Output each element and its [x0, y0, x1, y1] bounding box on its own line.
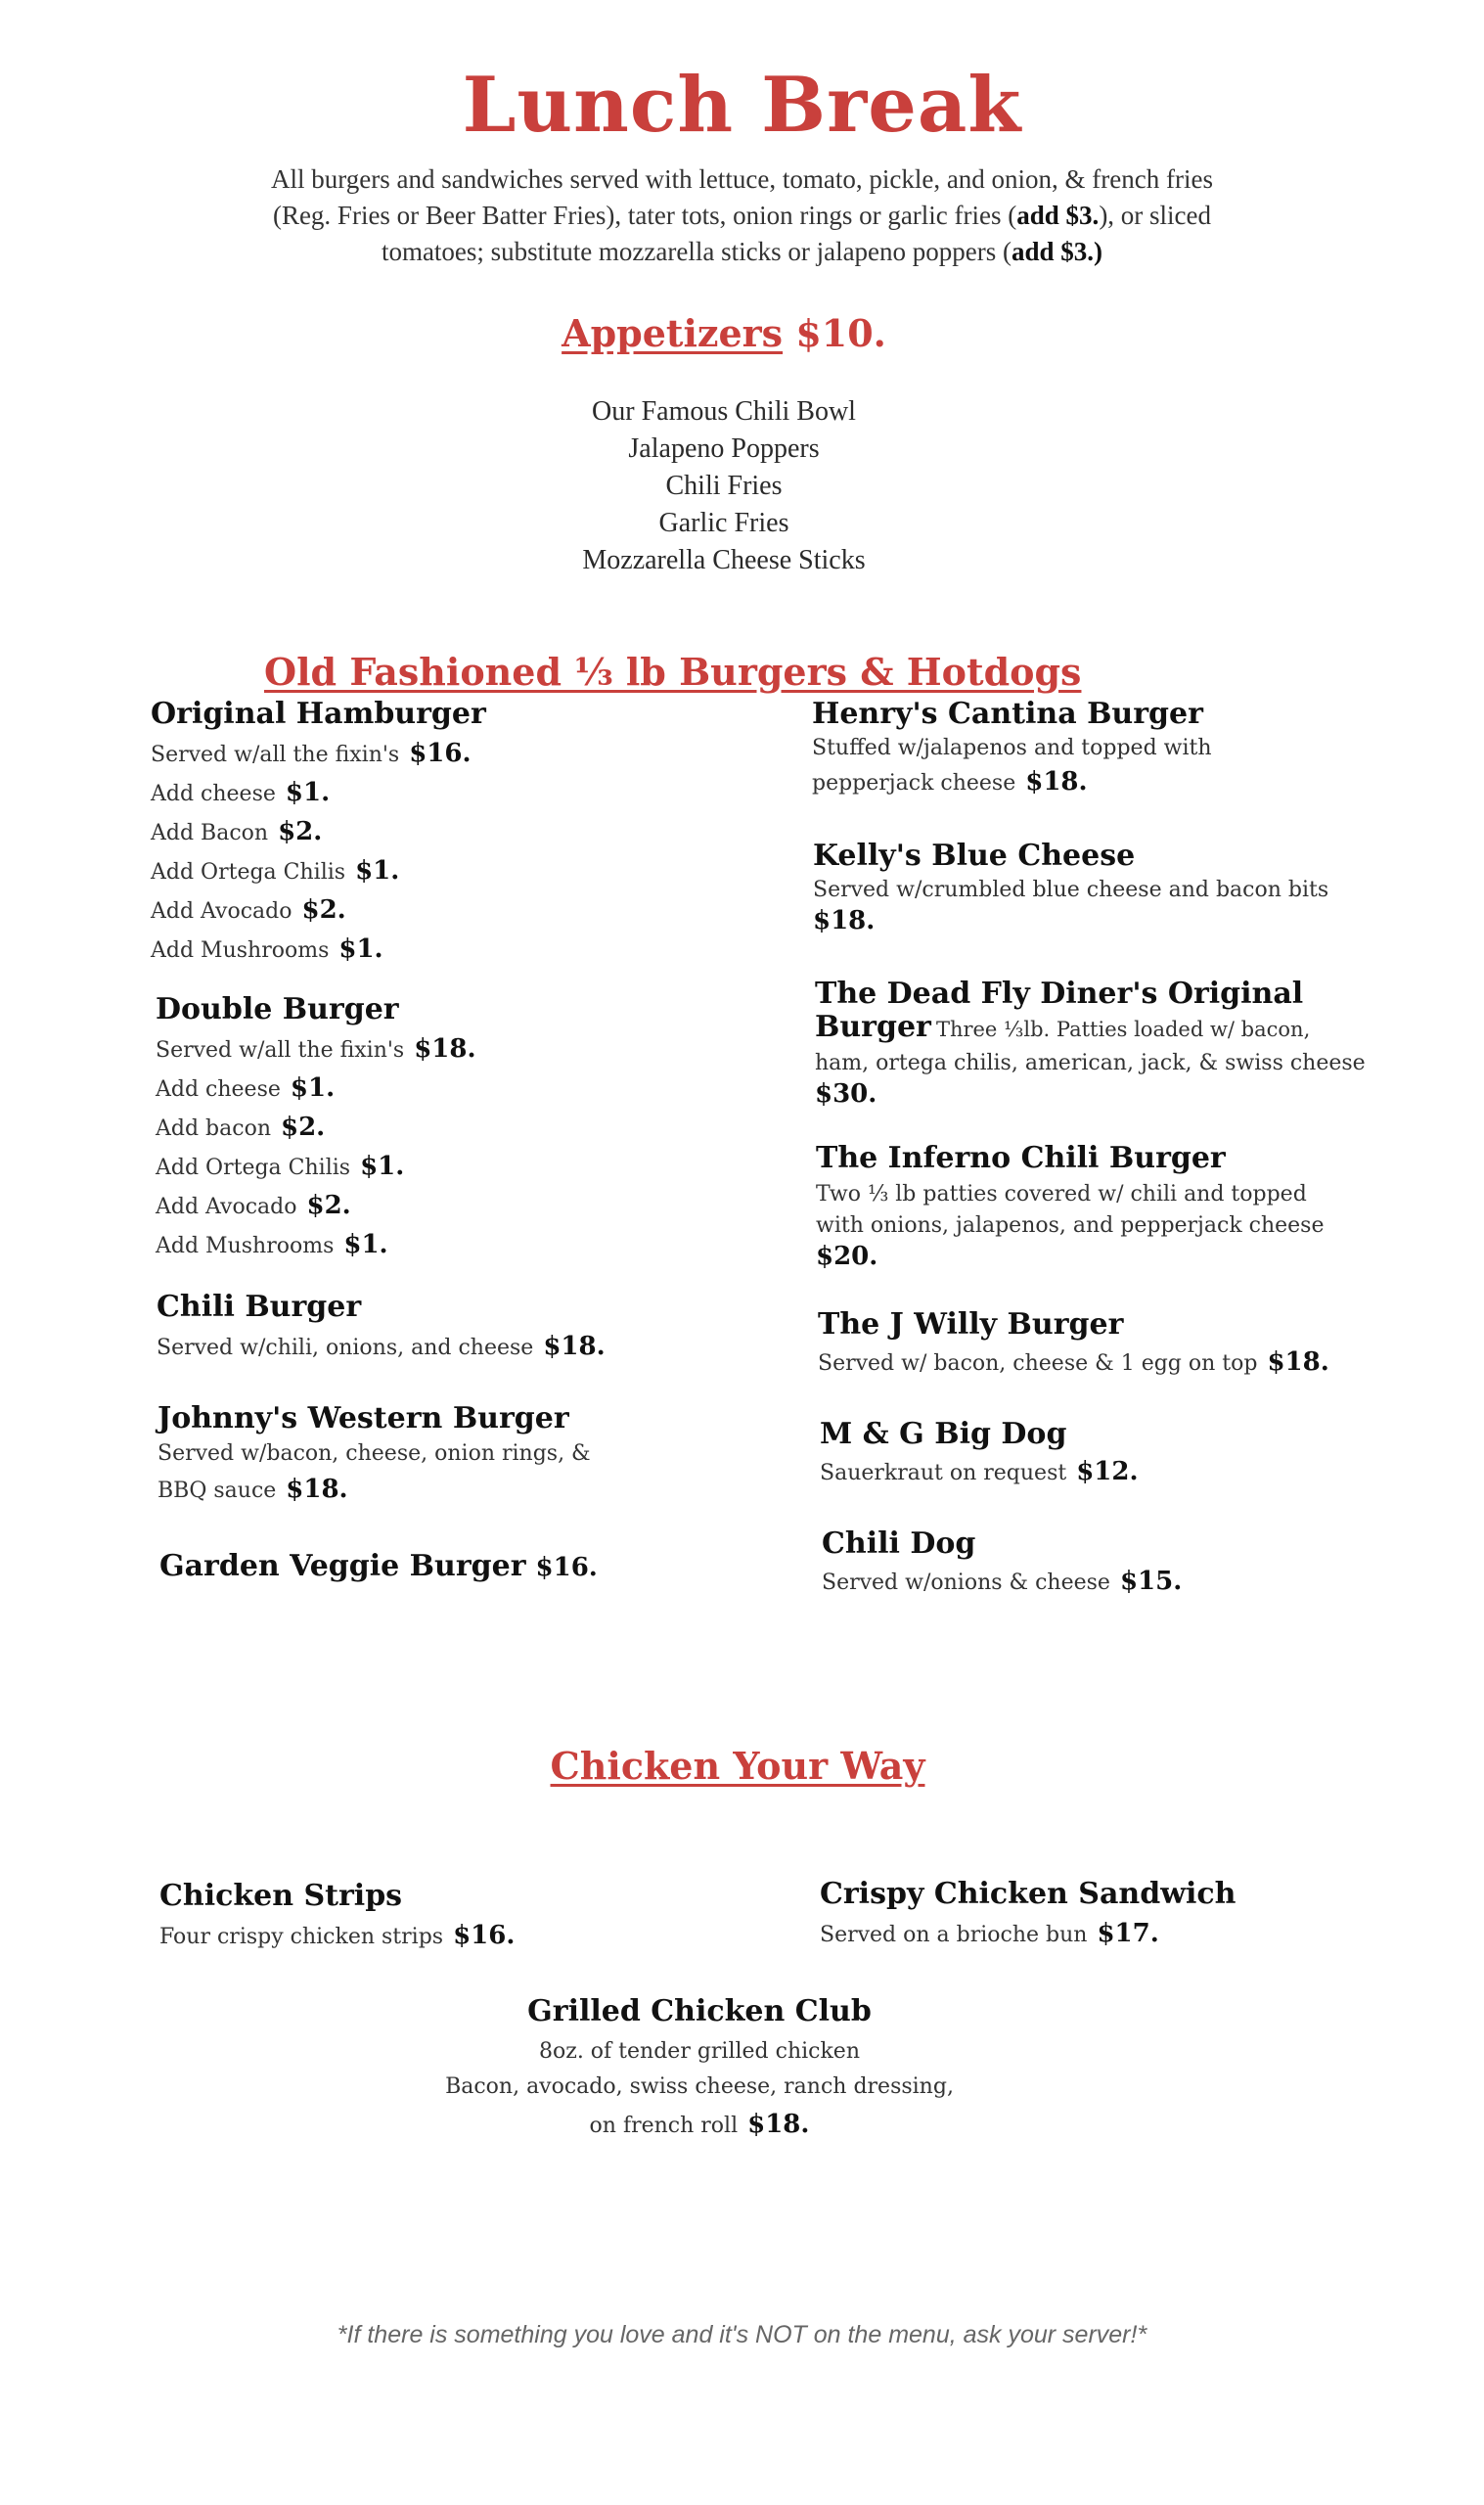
item-name: Crispy Chicken Sandwich: [820, 1877, 1237, 1911]
item-line: with onions, jalapenos, and pepperjack cheese: [816, 1213, 1325, 1238]
intro-text: [147, 161, 1337, 270]
item-name: Chili Dog: [822, 1526, 976, 1561]
appetizer-item: Garlic Fries: [658, 508, 789, 538]
item-name: M & G Big Dog: [820, 1417, 1067, 1451]
appetizers-heading: [0, 311, 1448, 355]
kellys-blue-cheese: [813, 839, 1328, 935]
chicken-strips: [159, 1879, 515, 1956]
item-line: Four crispy chicken strips $16.: [159, 1921, 516, 1950]
item-name: Kelly's Blue Cheese: [813, 839, 1136, 873]
item-name: Grilled Chicken Club: [527, 1994, 872, 2028]
item-line: Served w/chili, onions, and cheese $18.: [157, 1332, 606, 1361]
item-line: Served on a brioche bun $17.: [820, 1919, 1159, 1948]
item-line: Add Bacon $2.: [151, 817, 323, 846]
chicken-heading: Chicken Your Way: [550, 1744, 925, 1788]
item-name: Chili Burger: [157, 1290, 362, 1324]
menu-title: Lunch Break: [462, 61, 1022, 150]
item-line: Add Ortega Chilis $1.: [156, 1152, 405, 1181]
item-line: Sauerkraut on request $12.: [820, 1457, 1139, 1486]
intro-line-1: All burgers and sandwiches served with lettuce, tomato, pickle, and onion, & french fries: [271, 164, 1213, 194]
appetizer-item: Our Famous Chili Bowl: [592, 396, 856, 427]
item-name: Johnny's Western Burger: [157, 1401, 569, 1435]
dead-fly-original-burger: [815, 977, 1366, 1109]
item-line: ham, ortega chilis, american, jack, & swiss cheese: [815, 1051, 1366, 1075]
item-line: Bacon, avocado, swiss cheese, ranch dressing,: [445, 2074, 954, 2099]
item-line: Add cheese $1.: [151, 778, 331, 807]
item-line: Add Mushrooms $1.: [151, 934, 383, 964]
item-line: Served w/all the fixin's $16.: [151, 739, 472, 768]
item-line: Served w/all the fixin's $18.: [156, 1034, 476, 1064]
appetizers-price: $10.: [795, 311, 886, 355]
j-willy-burger: [818, 1307, 1329, 1383]
mg-big-dog: [820, 1417, 1139, 1492]
item-line: Served w/ bacon, cheese & 1 egg on top $18.: [818, 1347, 1329, 1377]
chili-dog: [822, 1526, 1182, 1602]
item-price: $20.: [816, 1242, 878, 1271]
item-name: The Inferno Chili Burger: [816, 1141, 1226, 1175]
burgers-heading: Old Fashioned ⅓ lb Burgers & Hotdogs: [264, 650, 1082, 694]
item-line: Add Ortega Chilis $1.: [151, 856, 400, 886]
item-line: pepperjack cheese $18.: [812, 767, 1088, 797]
inferno-chili-burger: [816, 1141, 1324, 1271]
item-line: Two ⅓ lb patties covered w/ chili and topped: [816, 1182, 1307, 1207]
item-line: Burger Three ⅓lb. Patties loaded w/ bacon,: [815, 1010, 1311, 1044]
appetizer-item: Mozzarella Cheese Sticks: [582, 545, 866, 575]
appetizers-title: Appetizers: [562, 311, 784, 355]
appetizer-item: Chili Fries: [665, 471, 783, 501]
item-line: Add bacon $2.: [156, 1113, 326, 1142]
garden-veggie-burger: Garden Veggie Burger $16.: [159, 1549, 598, 1583]
appetizers-list: [0, 393, 1448, 579]
johnnys-western-burger: [157, 1401, 591, 1510]
item-name: Chicken Strips: [159, 1879, 403, 1913]
item-name: Double Burger: [156, 992, 399, 1026]
item-name: Original Hamburger: [151, 697, 486, 731]
item-line: Served w/bacon, cheese, onion rings, &: [157, 1441, 591, 1466]
item-line: Add cheese $1.: [156, 1073, 336, 1103]
chili-burger: [157, 1290, 606, 1367]
appetizer-item: Jalapeno Poppers: [628, 433, 820, 464]
item-price: $18.: [813, 906, 876, 935]
item-line: on french roll $18.: [589, 2110, 810, 2139]
item-line: Add Avocado $2.: [156, 1191, 351, 1220]
crispy-chicken-sandwich: [820, 1877, 1237, 1954]
item-line: Served w/crumbled blue cheese and bacon bits: [813, 878, 1329, 902]
intro-line-2: (Reg. Fries or Beer Batter Fries), tater tots, onion rings or garlic fries (add $3.), or sliced: [272, 201, 1212, 230]
item-name: The Dead Fly Diner's Original: [815, 977, 1304, 1011]
intro-line-3: tomatoes; substitute mozzarella sticks or jalapeno poppers (add $3.): [381, 237, 1103, 266]
double-burger: [156, 992, 476, 1265]
item-line: Served w/onions & cheese $15.: [822, 1567, 1183, 1596]
item-name: The J Willy Burger: [818, 1307, 1124, 1342]
footer-note: *If there is something you love and it's NOT on the menu, ask your server!*: [337, 2321, 1147, 2348]
henrys-cantina-burger: [812, 697, 1212, 801]
item-line: Add Mushrooms $1.: [156, 1230, 388, 1259]
item-line: BBQ sauce $18.: [157, 1475, 348, 1504]
item-name: Henry's Cantina Burger: [812, 697, 1203, 731]
item-line: Add Avocado $2.: [151, 895, 346, 925]
item-price: $30.: [815, 1079, 877, 1109]
item-line: Stuffed w/jalapenos and topped with: [812, 736, 1212, 760]
item-line: 8oz. of tender grilled chicken: [538, 2039, 860, 2064]
original-hamburger: [151, 697, 486, 970]
grilled-chicken-club: [0, 1994, 1399, 2146]
item-name: Garden Veggie Burger: [159, 1549, 526, 1583]
